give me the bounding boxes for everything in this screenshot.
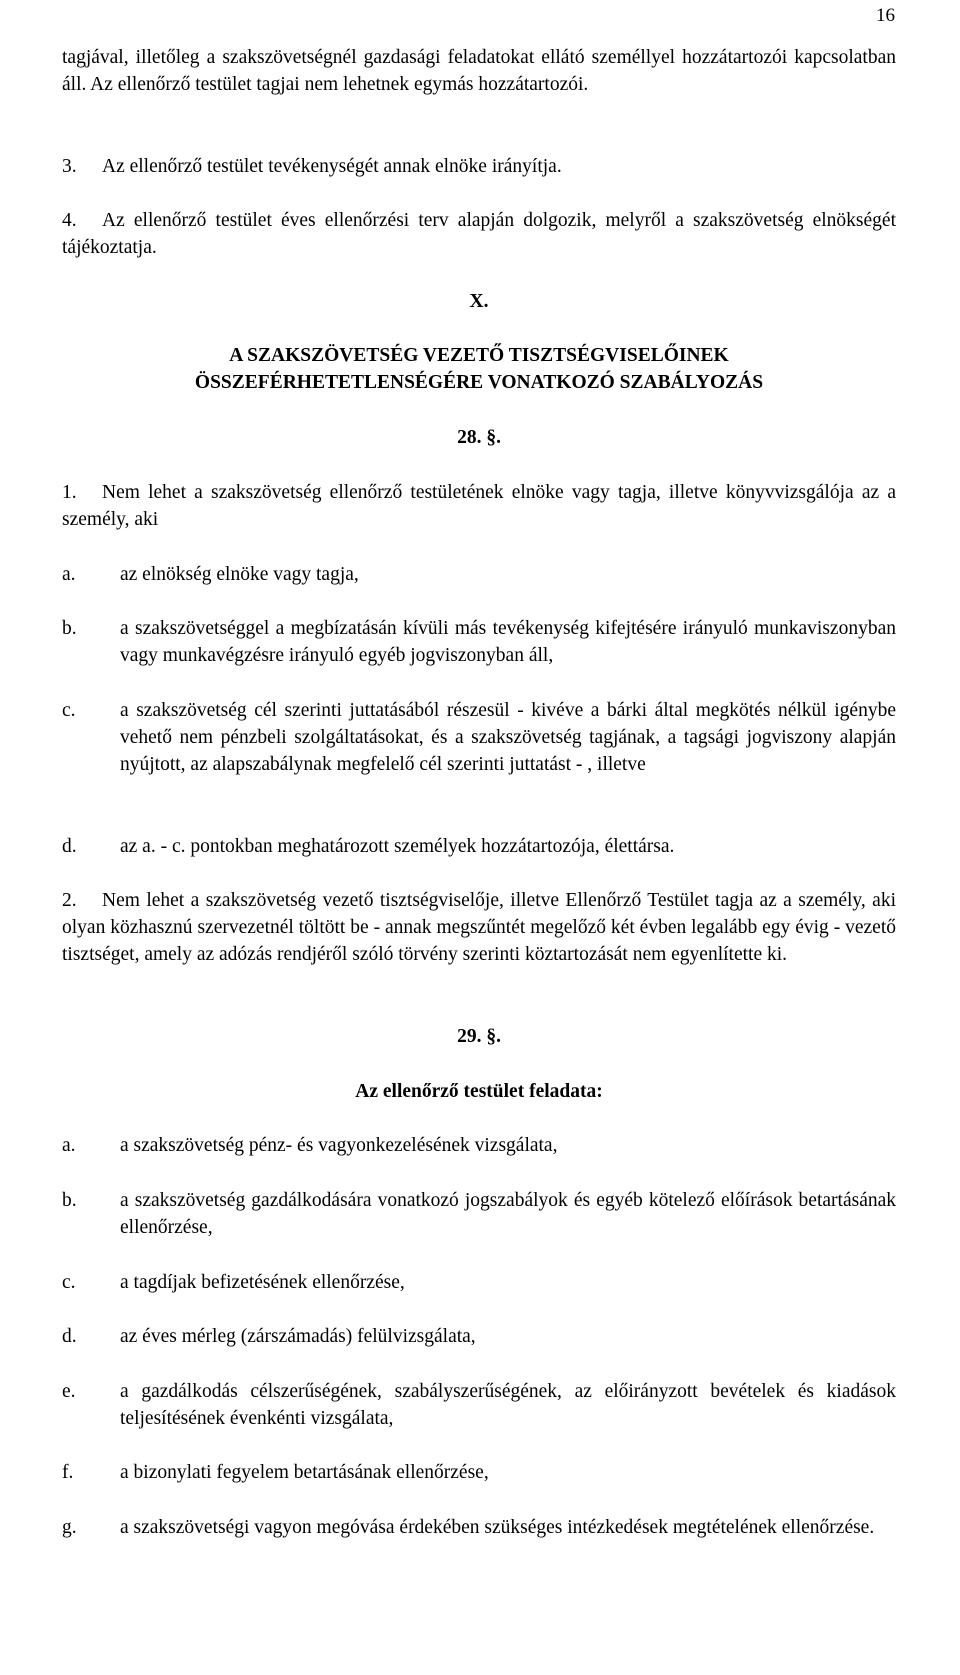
sub-item-text: a szakszövetséggel a megbízatásán kívüli más tevékenység kifejtésére irányuló munkaviszonyban vagy munkavégzésre irányuló egyéb jogviszonyban áll, [120,618,896,666]
task-item-text: a tagdíjak befizetésének ellenőrzése, [120,1272,405,1293]
task-item-label: c. [62,1272,76,1293]
sub-item-label: a. [62,564,76,585]
item-text: Az ellenőrző testület éves ellenőrzési terv alapján dolgozik, melyről a szakszövetség elnökségét tájékoztatja. [62,210,896,258]
sub-item-text: az a. - c. pontokban meghatározott személyek hozzátartozója, élettársa. [120,836,675,857]
item-text: Nem lehet a szakszövetség vezető tisztségviselője, illetve Ellenőrző Testület tagja az a személy, aki olyan közhasznú szervezetnél töltött be - annak megszűntét megelőző két évben legalább egy évig - vezető tisztséget, amely az adózás rendjéről szóló törvény szerinti köztartozását nem egyenlítette ki. [62,890,896,965]
chapter-title-line2: ÖSSZEFÉRHETETLENSÉGÉRE VONATKOZÓ SZABÁLYOZÁS [194,372,764,393]
item-number: 2. [62,890,77,911]
task-item-label: a. [62,1135,76,1156]
task-item-label: b. [62,1190,77,1211]
sub-item-label: b. [62,618,77,639]
task-item-text: a bizonylati fegyelem betartásának ellenőrzése, [120,1462,489,1483]
section-title-29: Az ellenőrző testület feladata: [355,1081,603,1102]
sub-item-label: d. [62,836,77,857]
sub-item-text: a szakszövetség cél szerinti juttatásából részesül - kivéve a bárki által megkötés nélkül igénybe vehető nem pénzbeli szolgáltatásokat, és a szakszövetség tagjának, a tagsági jogviszony alapján nyújtott, az alapszabálynak megfelelő cél szerinti juttatást - , illetve [120,700,896,775]
item-number: 3. [62,156,77,177]
item-text: Az ellenőrző testület tevékenységét annak elnöke irányítja. [102,156,562,177]
intro-paragraph: tagjával, illetőleg a szakszövetségnél gazdasági feladatokat ellátó személlyel hozzátartozói kapcsolatban áll. Az ellenőrző testület tagjai nem lehetnek egymás hozzátartozói. [62,47,896,95]
chapter-number: X. [469,291,489,312]
task-item-text: az éves mérleg (zárszámadás) felülvizsgálata, [120,1326,476,1347]
section-heading-29: 29. §. [457,1026,501,1047]
task-item-text: a szakszövetségi vagyon megóvása érdekében szükséges intézkedések megtételének ellenőrzése. [120,1517,875,1538]
item-number: 4. [62,210,77,231]
sub-item-label: c. [62,700,76,721]
sub-item-text: az elnökség elnöke vagy tagja, [120,564,359,585]
section-heading-28: 28. §. [457,427,501,448]
item-number: 1. [62,482,77,503]
task-item-text: a gazdálkodás célszerűségének, szabályszerűségének, az előirányzott bevételek és kiadások teljesítésének évenkénti vizsgálata, [120,1381,896,1429]
task-item-label: e. [62,1381,76,1402]
chapter-title-line1: A SZAKSZÖVETSÉG VEZETŐ TISZTSÉGVISELŐINEK [229,345,729,366]
task-item-text: a szakszövetség gazdálkodására vonatkozó jogszabályok és egyéb kötelező előírások betartásának ellenőrzése, [120,1190,896,1238]
task-item-label: g. [62,1517,77,1538]
item-text: Nem lehet a szakszövetség ellenőrző testületének elnöke vagy tagja, illetve könyvvizsgálója az a személy, aki [62,482,896,530]
task-item-label: d. [62,1326,77,1347]
page-number: 16 [876,5,895,26]
task-item-label: f. [62,1462,74,1483]
task-item-text: a szakszövetség pénz- és vagyonkezelésének vizsgálata, [120,1135,558,1156]
